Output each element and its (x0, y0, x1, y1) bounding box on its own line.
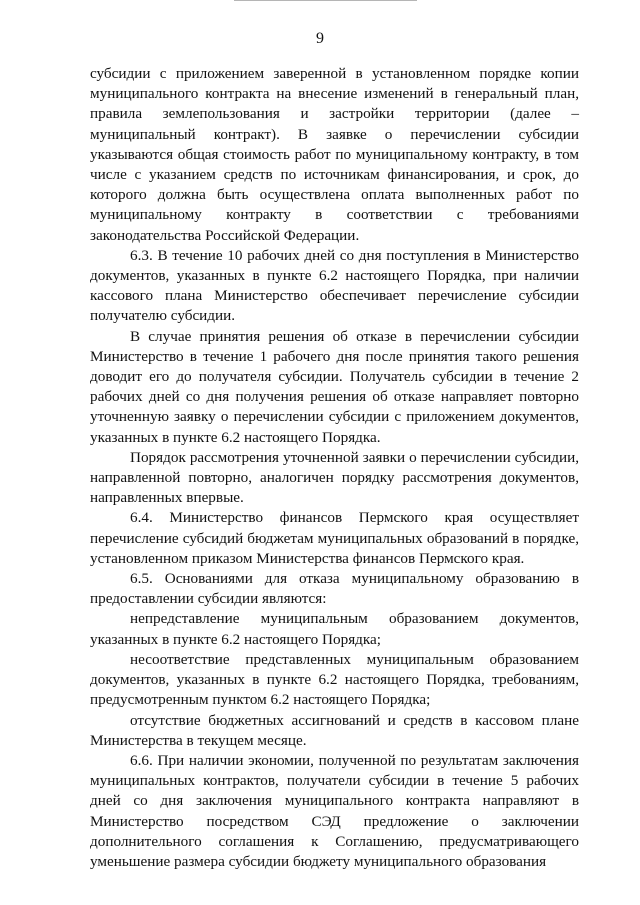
list-item-non-compliance: несоответствие представленных муниципальным образованием документов, указанных в пункте 6.2 настоящего Порядка, требованиям, предусмотренным пунктом 6.2 настоящего Порядка; (90, 650, 579, 709)
list-item-non-submission: непредставление муниципальным образованием документов, указанных в пункте 6.2 настоящего Порядка; (90, 610, 579, 648)
list-item-no-allocations: отсутствие бюджетных ассигнований и средств в кассовом плане Министерства в текущем месяце. (90, 711, 579, 749)
page-number: 9 (316, 30, 324, 47)
paragraph-refusal-notice: В случае принятия решения об отказе в перечислении субсидии Министерство в течение 1 рабочего дня после принятия такого решения доводит его до получателя субсидии. Получатель субсидии в течение 2 рабочих дней со дня получения решения об отказе направляет повторно уточненную заявку о перечислении субсидии с приложением документов, указанных в пункте 6.2 настоящего Порядка. (90, 327, 579, 446)
paragraph-continuation: субсидии с приложением заверенной в установленном порядке копии муниципального контракта на внесение изменений в генеральный план, правила землепользования и застройки территории (далее – муниципальный контракт). В заявке о перечислении субсидии указываются общая стоимость работ по муниципальному контракту, в том числе с указанием средств по источникам финансирования, и срок, до которого должна быть осуществлена оплата выполненных работ по муниципальному контракту в соответствии с требованиями законодательства Российской Федерации. (90, 65, 579, 244)
paragraph-6-4: 6.4. Министерство финансов Пермского края осуществляет перечисление субсидий бюджетам муниципальных образований в порядке, установленном приказом Министерства финансов Пермского края. (90, 509, 579, 567)
paragraph-6-5: 6.5. Основаниями для отказа муниципальному образованию в предоставлении субсидии являются: (90, 570, 579, 608)
paragraph-resubmission-procedure: Порядок рассмотрения уточненной заявки о перечислении субсидии, направленной повторно, аналогичен порядку рассмотрения документов, направленных впервые. (90, 448, 579, 507)
document-body (90, 64, 579, 872)
paragraph-6-3: 6.3. В течение 10 рабочих дней со дня поступления в Министерство документов, указанных в пункте 6.2 настоящего Порядка, при наличии кассового плана Министерство обеспечивает перечисление субсидии получателю субсидии. (90, 246, 579, 325)
paragraph-6-6: 6.6. При наличии экономии, полученной по результатам заключения муниципальных контрактов, получатели субсидии в течение 5 рабочих дней со дня заключения муниципального контракта направляют в Министерство посредством СЭД предложение о заключении дополнительного соглашения к Соглашению, предусматривающего уменьшение размера субсидии бюджету муниципального образования (90, 751, 579, 870)
top-edge-rule (234, 0, 417, 1)
